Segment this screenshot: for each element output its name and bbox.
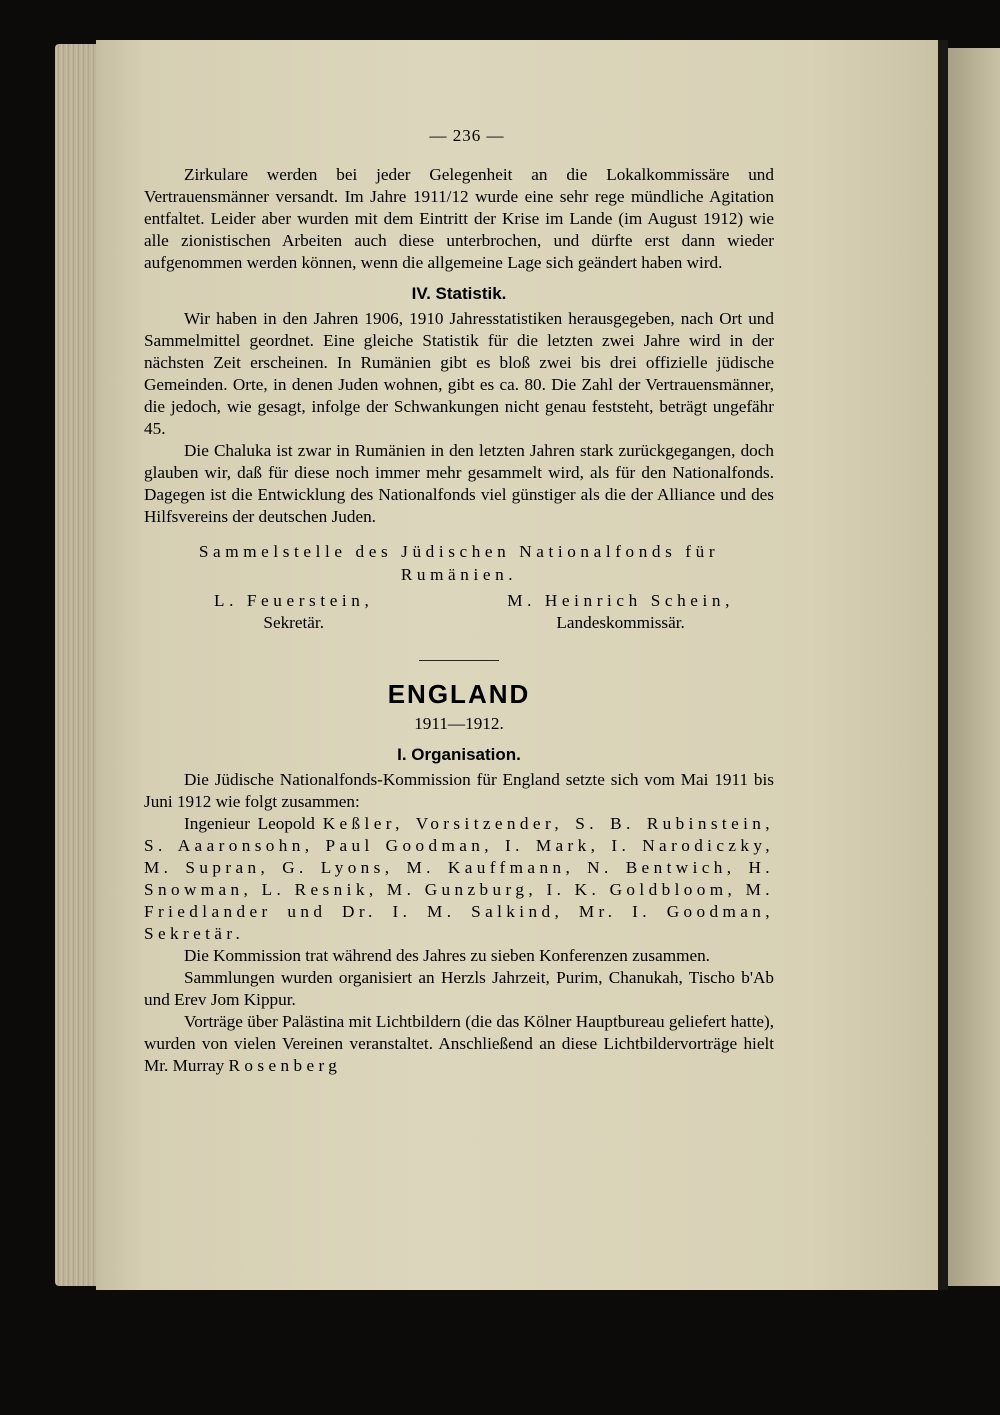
members-paragraph (144, 813, 774, 945)
organisation-paragraph: Die Jüdische Nationalfonds-Kommission für England setzte sich vom Mai 1911 bis Juni 1912 wie folgt zusammen: (144, 770, 774, 811)
collections-paragraph: Sammlungen wurden organisiert an Herzls Jahrzeit, Purim, Chanukah, Tischo b'Ab und Erev Jom Kippur. (144, 968, 774, 1009)
signature-org-line-2: Rumänien. (400, 565, 518, 584)
rumania-report (144, 164, 774, 634)
lecturer-name: Rosenberg (228, 1056, 342, 1075)
signer-2 (507, 590, 734, 634)
lectures-paragraph (144, 1011, 774, 1077)
signer-1-name: L. Feuerstein, (214, 591, 374, 610)
signer-1-role: Sekretär. (263, 613, 324, 632)
organisation-heading: I. Organisation. (397, 745, 521, 764)
intro-paragraph: Zirkulare werden bei jeder Gelegenheit an die Lokalkommissäre und Vertrauensmänner versandt. Im Jahre 1911/12 wurde eine sehr rege mündliche Agitation entfaltet. Leider aber wurden mit dem Eintritt der Krise im Lande (im August 1912) wie alle zionistischen Arbeiten auch diese unterbrochen, und dürfte erst dann wieder aufgenommen werden können, wenn die allgemeine Lage sich geändert haben wird. (144, 165, 774, 272)
members-list: Keßler, Vorsitzender, S. B. Rubinstein, S. Aaaronsohn, Paul Goodman, I. Mark, I. Narodiczky, M. Supran, G. Lyons, M. Kauffmann, N. Bentwich, H. Snowman, L. Resnik, M. Gunzburg, I. K. Goldbloom, M. Friedlander und Dr. I. M. Salkind, Mr. I. Goodman, Sekretär. (144, 814, 774, 943)
page-content (144, 125, 774, 1077)
signatures (144, 590, 774, 634)
page-number: — 236 — (429, 126, 505, 145)
england-years: 1911—1912. (414, 714, 504, 733)
signature-organisation (144, 540, 774, 586)
statistik-paragraph-2: Die Chaluka ist zwar in Rumänien in den letzten Jahren stark zurückgegangen, doch glauben wir, daß für diese noch immer mehr gesammelt wird, als für den Nationalfonds. Dagegen ist die Entwicklung des Nationalfonds viel günstiger als die der Alliance und des Hilfsvereins der deutschen Juden. (144, 441, 774, 526)
facing-page-edge (948, 48, 1000, 1286)
members-intro: Ingenieur Leopold (184, 814, 323, 833)
meetings-paragraph: Die Kommission trat während des Jahres zu sieben Konferenzen zusammen. (184, 946, 710, 965)
signer-2-role: Landeskommissär. (556, 613, 685, 632)
signer-2-name: M. Heinrich Schein, (507, 591, 734, 610)
lectures-text: Vorträge über Palästina mit Lichtbildern (die das Kölner Hauptbureau geliefert hatte), wurden von vielen Vereinen veranstaltet. Anschließend an diese Lichtbildervorträge hielt Mr. Murray (144, 1012, 774, 1075)
statistik-paragraph-1: Wir haben in den Jahren 1906, 1910 Jahresstatistiken herausgegeben, nach Ort und Sammelmittel geordnet. Eine gleiche Statistik für die letzten zwei Jahre wird in der nächsten Zeit erscheinen. In Rumänien gibt es bloß zwei bis drei offizielle jüdische Gemeinden. Orte, in denen Juden wohnen, gibt es ca. 80. Die Zahl der Vertrauensmänner, die jedoch, wie gesagt, infolge der Schwankungen nicht genau feststeht, beträgt ungefähr 45. (144, 309, 774, 438)
statistik-heading: IV. Statistik. (411, 284, 507, 303)
section-divider (419, 660, 499, 661)
signer-1 (214, 590, 373, 634)
england-title: ENGLAND (387, 679, 531, 709)
signature-org-line-1: Sammelstelle des Jüdischen Nationalfonds für (198, 542, 720, 561)
england-report (144, 679, 774, 1077)
book-gutter (938, 40, 948, 1290)
